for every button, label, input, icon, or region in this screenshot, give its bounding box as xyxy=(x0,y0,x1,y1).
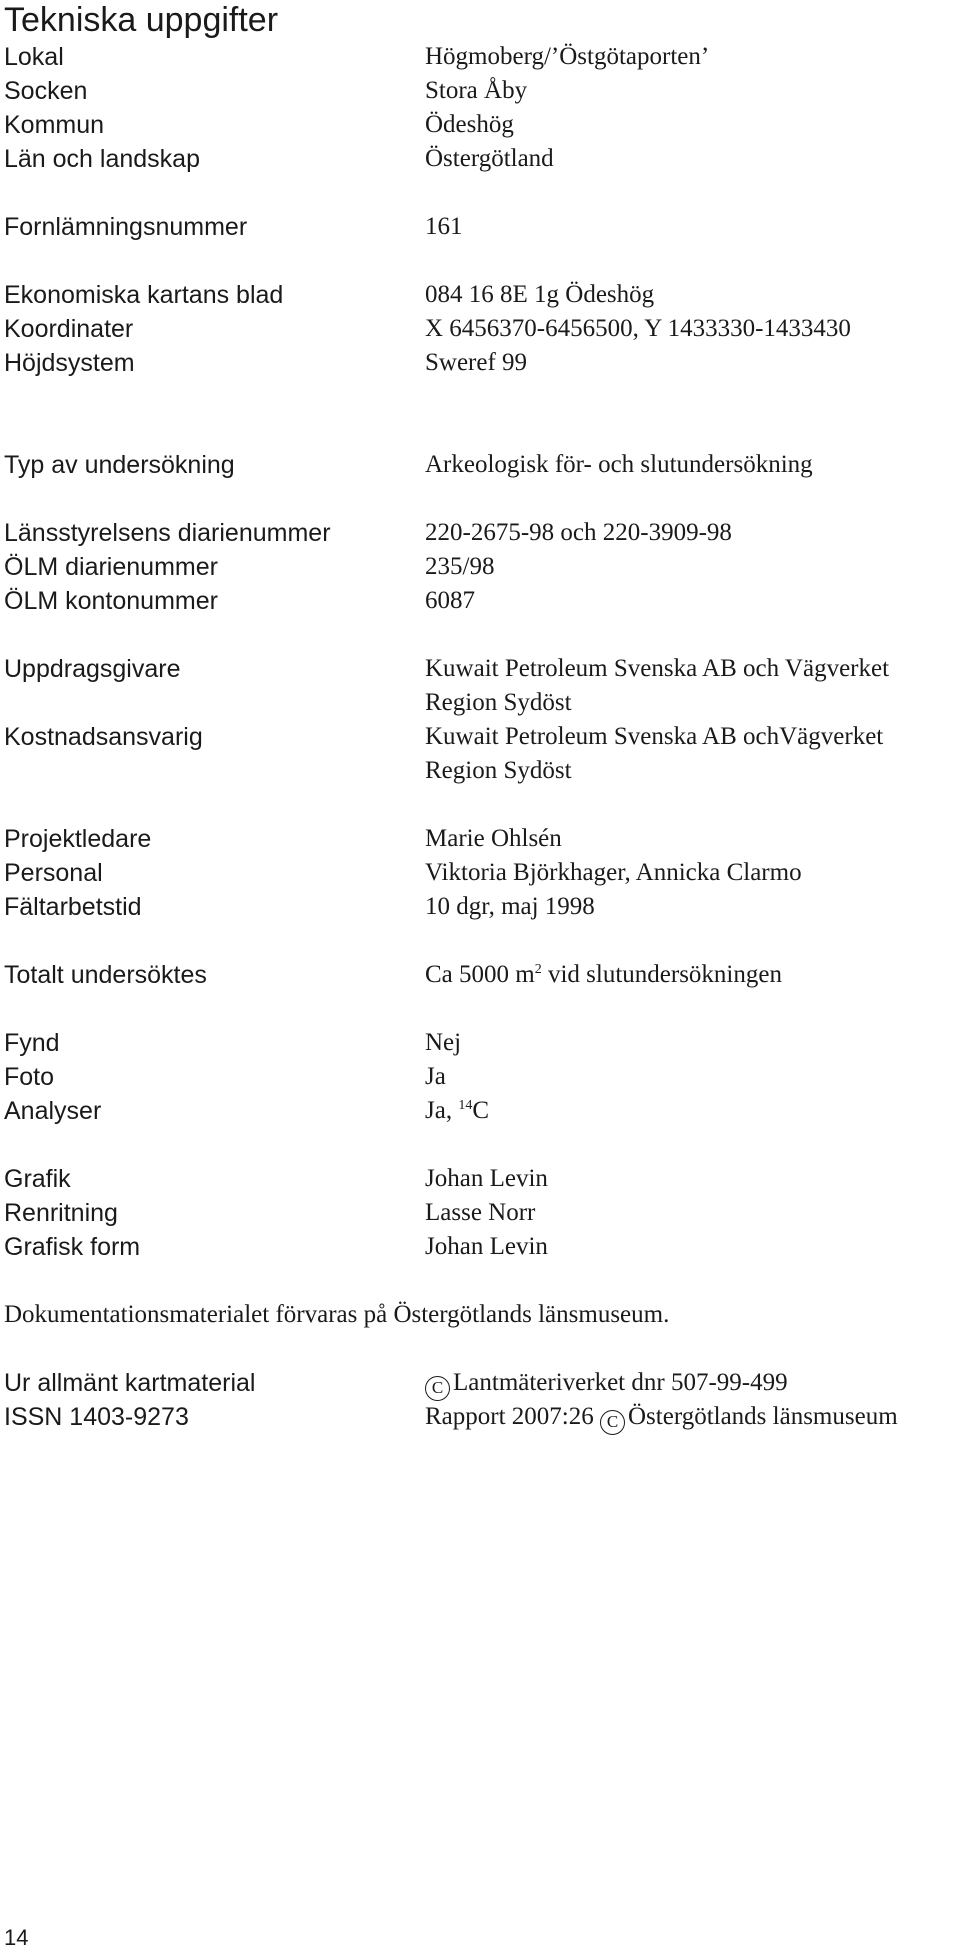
label-projektledare: Projektledare xyxy=(4,825,152,853)
label-hojdsystem: Höjdsystem xyxy=(4,349,135,377)
label-faltarbetstid: Fältarbetstid xyxy=(4,893,142,921)
value-fornlamningsnummer: 161 xyxy=(425,213,463,240)
value-issn-post: Östergötlands länsmuseum xyxy=(628,1403,898,1430)
value-totalt-pre: Ca 5000 m xyxy=(425,961,535,988)
label-kartmaterial: Ur allmänt kartmaterial xyxy=(4,1369,256,1397)
value-analyser-pre: Ja, xyxy=(425,1097,459,1124)
value-totalt-sup: 2 xyxy=(534,962,542,977)
value-totalt-post: vid slutundersökningen xyxy=(541,961,782,988)
dokumentation-note: Dokumentationsmaterialet förvaras på Östergötlands länsmuseum. xyxy=(4,1301,670,1328)
value-kostnadsansvarig-line1: Kuwait Petroleum Svenska AB ochVägverket xyxy=(425,723,884,750)
label-socken: Socken xyxy=(4,77,88,105)
label-kostnadsansvarig: Kostnadsansvarig xyxy=(4,723,203,751)
value-kartblad: 084 16 8E 1g Ödeshög xyxy=(425,281,655,308)
value-renritning: Lasse Norr xyxy=(425,1199,536,1226)
value-fynd: Nej xyxy=(425,1029,462,1056)
label-analyser: Analyser xyxy=(4,1097,102,1125)
value-olm-kontonummer: 6087 xyxy=(425,587,475,614)
label-typ: Typ av undersökning xyxy=(4,451,235,479)
value-koordinater: X 6456370-6456500, Y 1433330-1433430 xyxy=(425,315,851,342)
label-grafik: Grafik xyxy=(4,1165,71,1193)
value-projektledare: Marie Ohlsén xyxy=(425,825,562,852)
label-olm-kontonummer: ÖLM kontonummer xyxy=(4,587,218,615)
label-lan: Län och landskap xyxy=(4,145,200,173)
label-fynd: Fynd xyxy=(4,1029,60,1057)
value-lan: Östergötland xyxy=(425,145,554,172)
value-analyser-sup: 14 xyxy=(458,1098,473,1113)
value-foto: Ja xyxy=(425,1063,446,1090)
label-personal: Personal xyxy=(4,859,103,887)
page-title: Tekniska uppgifter xyxy=(4,1,279,39)
label-grafisk-form: Grafisk form xyxy=(4,1233,141,1261)
value-typ: Arkeologisk för- och slutundersökning xyxy=(425,451,813,478)
label-totalt: Totalt undersöktes xyxy=(4,961,207,989)
value-analyser-post: C xyxy=(472,1097,490,1124)
label-issn: ISSN 1403-9273 xyxy=(4,1403,189,1431)
value-personal: Viktoria Björkhager, Annicka Clarmo xyxy=(425,859,802,886)
value-faltarbetstid: 10 dgr, maj 1998 xyxy=(425,893,595,920)
value-kostnadsansvarig-line2: Region Sydöst xyxy=(425,757,572,784)
copyright-icon: C xyxy=(600,1410,625,1435)
value-totalt xyxy=(425,960,782,990)
value-uppdragsgivare-line2: Region Sydöst xyxy=(425,689,572,716)
label-lokal: Lokal xyxy=(4,43,64,71)
value-socken: Stora Åby xyxy=(425,77,528,104)
label-foto: Foto xyxy=(4,1063,55,1091)
value-lokal: Högmoberg/’Östgötaporten’ xyxy=(425,43,710,70)
copyright-icon: C xyxy=(425,1376,450,1401)
value-grafik: Johan Levin xyxy=(425,1165,548,1192)
value-hojdsystem: Sweref 99 xyxy=(425,349,528,376)
label-kartblad: Ekonomiska kartans blad xyxy=(4,281,284,309)
label-fornlamningsnummer: Fornlämningsnummer xyxy=(4,213,248,241)
label-uppdragsgivare: Uppdragsgivare xyxy=(4,655,181,683)
label-kommun: Kommun xyxy=(4,111,105,139)
value-issn-pre: Rapport 2007:26 xyxy=(425,1403,600,1430)
value-uppdragsgivare-line1: Kuwait Petroleum Svenska AB och Vägverket xyxy=(425,655,890,682)
label-renritning: Renritning xyxy=(4,1199,118,1227)
label-olm-diarienummer: ÖLM diarienummer xyxy=(4,553,218,581)
value-kommun: Ödeshög xyxy=(425,111,514,138)
value-issn xyxy=(425,1402,898,1435)
page-number: 14 xyxy=(4,1925,29,1950)
label-lst-diarienummer: Länsstyrelsens diarienummer xyxy=(4,519,331,547)
label-koordinater: Koordinater xyxy=(4,315,134,343)
value-olm-diarienummer: 235/98 xyxy=(425,553,495,580)
value-grafisk-form: Johan Levin xyxy=(425,1233,548,1260)
value-kartmaterial xyxy=(425,1368,788,1401)
value-lst-diarienummer: 220-2675-98 och 220-3909-98 xyxy=(425,519,732,546)
value-kartmaterial-text: Lantmäteriverket dnr 507-99-499 xyxy=(453,1369,788,1396)
value-analyser xyxy=(425,1096,489,1126)
